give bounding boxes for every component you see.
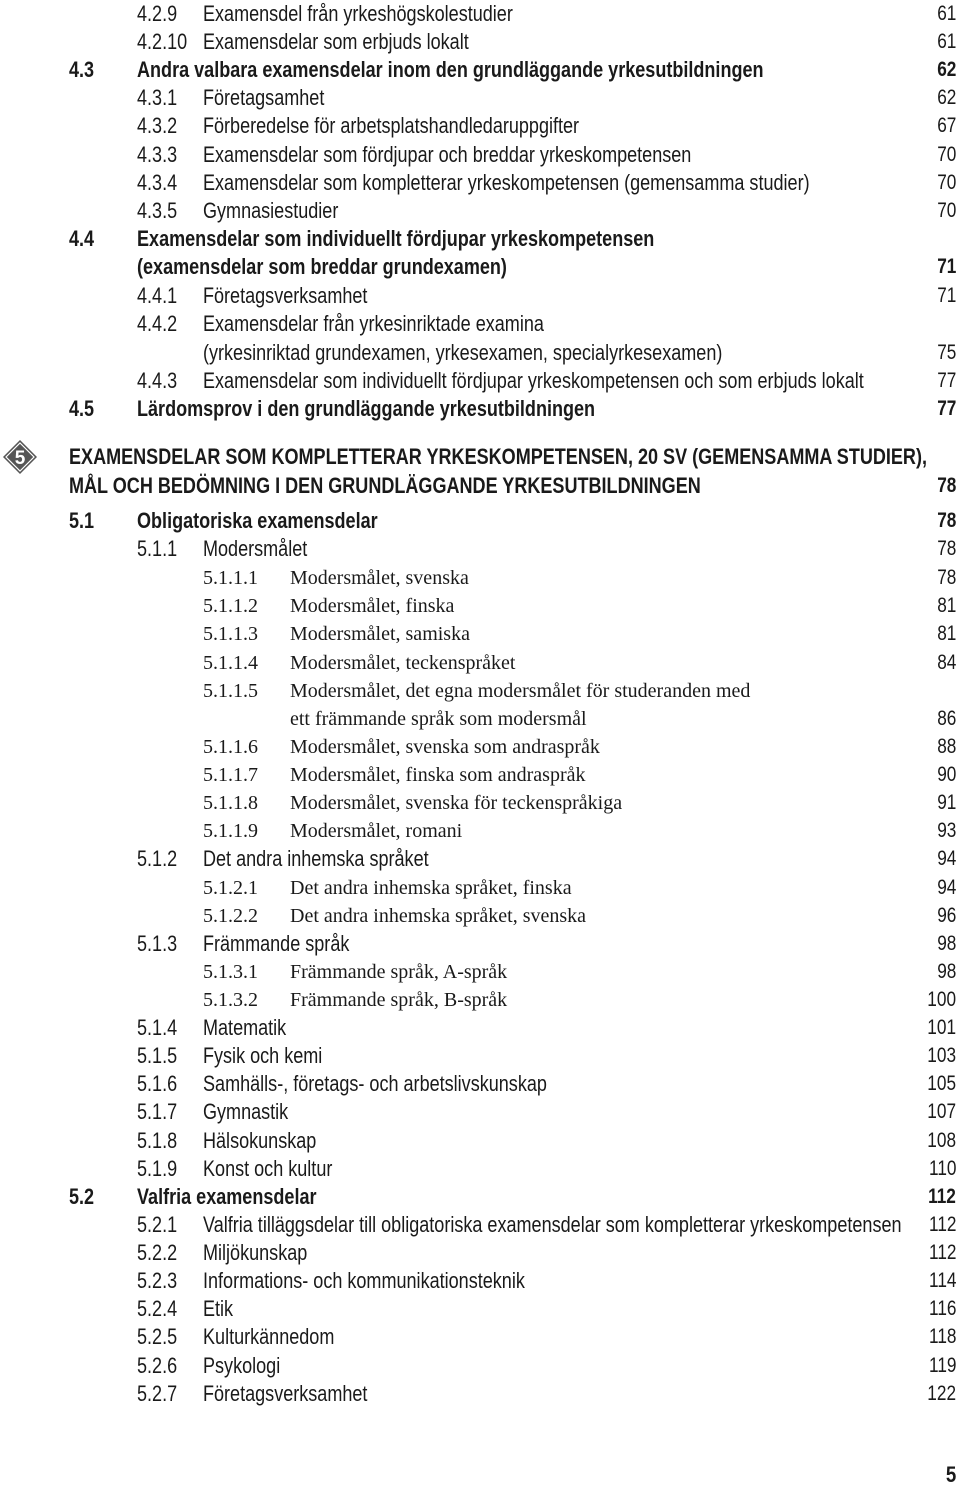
toc-entry-title[interactable]: Det andra inhemska språket, finska bbox=[290, 877, 572, 899]
toc-entry-number: 4.2.9 bbox=[137, 1, 178, 26]
toc-entry-page-number: 70 bbox=[936, 143, 956, 166]
toc-entry-title[interactable]: EXAMENSDELAR SOM KOMPLETTERAR YRKESKOMPETENSEN, 20 SV (GEMENSAMMA STUDIER), bbox=[69, 444, 927, 469]
toc-entry-page-number: 88 bbox=[936, 735, 956, 758]
toc-entry-number: 5.1.1 bbox=[137, 536, 178, 561]
toc-entry-title[interactable]: Företagsamhet bbox=[203, 85, 325, 110]
toc-entry-title[interactable]: Examensdelar från yrkesinriktade examina bbox=[203, 311, 544, 336]
toc-entry-page-number: 108 bbox=[927, 1129, 956, 1152]
toc-entry-page-number: 110 bbox=[928, 1157, 956, 1180]
toc-entry-title[interactable]: Examensdel från yrkeshögskolestudier bbox=[203, 1, 513, 26]
toc-entry-page-number: 122 bbox=[927, 1382, 956, 1405]
toc-entry-title[interactable]: Matematik bbox=[203, 1015, 287, 1040]
toc-entry-page-number: 78 bbox=[936, 566, 956, 589]
toc-entry-title[interactable]: Modersmålet, finska bbox=[290, 595, 455, 617]
toc-entry-title[interactable]: Fysik och kemi bbox=[203, 1043, 323, 1068]
toc-entry-page-number: 78 bbox=[936, 537, 956, 560]
toc-entry-number: 5.1.1.5 bbox=[203, 680, 258, 702]
toc-entry-title[interactable]: Obligatoriska examensdelar bbox=[137, 508, 378, 533]
toc-entry-number: 4.4.3 bbox=[137, 368, 178, 393]
toc-entry-page-number: 78 bbox=[936, 509, 956, 532]
page-number: 5 bbox=[945, 1462, 956, 1487]
toc-entry-title[interactable]: Företagsverksamhet bbox=[203, 1381, 368, 1406]
toc-entry-number: 5.2.3 bbox=[137, 1268, 178, 1293]
toc-entry-title[interactable]: Gymnastik bbox=[203, 1099, 289, 1124]
toc-entry-number: 5.1.1.2 bbox=[203, 595, 258, 617]
chapter-5-badge-icon bbox=[2, 439, 38, 475]
toc-entry-page-number: 112 bbox=[928, 1185, 956, 1208]
toc-entry-number: 5.2.2 bbox=[137, 1240, 178, 1265]
toc-entry-page-number: 94 bbox=[936, 876, 956, 899]
toc-entry-page-number: 70 bbox=[936, 199, 956, 222]
toc-entry-number: 5.1 bbox=[69, 508, 95, 533]
toc-entry-number: 5.2.6 bbox=[137, 1353, 178, 1378]
toc-entry-title[interactable]: Kulturkännedom bbox=[203, 1324, 335, 1349]
toc-entry-page-number: 75 bbox=[936, 341, 956, 364]
toc-entry-page-number: 112 bbox=[928, 1241, 956, 1264]
toc-entry-number: 5.2.5 bbox=[137, 1324, 178, 1349]
toc-entry-number: 4.4.1 bbox=[137, 283, 178, 308]
toc-entry-title-continued[interactable]: (examensdelar som breddar grundexamen) bbox=[137, 254, 507, 279]
toc-entry-page-number: 101 bbox=[927, 1016, 956, 1039]
toc-entry-page-number: 119 bbox=[928, 1354, 956, 1377]
toc-entry-number: 5.1.7 bbox=[137, 1099, 178, 1124]
toc-entry-title[interactable]: Modersmålet bbox=[203, 536, 308, 561]
toc-entry-title[interactable]: Modersmålet, det egna modersmålet för studeranden med bbox=[290, 680, 751, 702]
toc-entry-number: 4.4 bbox=[69, 226, 95, 251]
toc-entry-number: 5.1.2.1 bbox=[203, 877, 258, 899]
toc-entry-title[interactable]: Företagsverksamhet bbox=[203, 283, 368, 308]
toc-entry-number: 5.1.3.2 bbox=[203, 989, 258, 1011]
toc-entry-number: 5.1.1.9 bbox=[203, 820, 258, 842]
toc-entry-number: 4.3 bbox=[69, 57, 95, 82]
toc-entry-number: 5.1.3 bbox=[137, 931, 178, 956]
toc-entry-number: 4.3.3 bbox=[137, 142, 178, 167]
toc-entry-title[interactable]: Förberedelse för arbetsplatshandledaruppgifter bbox=[203, 113, 580, 138]
toc-entry-title[interactable]: Konst och kultur bbox=[203, 1156, 333, 1181]
toc-entry-page-number: 91 bbox=[936, 791, 956, 814]
toc-entry-number: 5.1.1.7 bbox=[203, 764, 258, 786]
toc-entry-title[interactable]: Examensdelar som individuellt fördjupar yrkeskompetensen bbox=[137, 226, 655, 251]
toc-entry-page-number: 84 bbox=[936, 651, 956, 674]
toc-entry-title[interactable]: Valfria examensdelar bbox=[137, 1184, 317, 1209]
toc-entry-title-continued[interactable]: (yrkesinriktad grundexamen, yrkesexamen, specialyrkesexamen) bbox=[203, 340, 723, 365]
toc-entry-title[interactable]: Modersmålet, romani bbox=[290, 820, 463, 842]
toc-entry-page-number: 70 bbox=[936, 171, 956, 194]
toc-entry-title[interactable]: Modersmålet, svenska som andraspråk bbox=[290, 736, 600, 758]
toc-entry-page-number: 105 bbox=[927, 1072, 956, 1095]
toc-entry-number: 5.2 bbox=[69, 1184, 95, 1209]
toc-entry-page-number: 78 bbox=[936, 474, 956, 497]
toc-entry-title-continued[interactable]: MÅL OCH BEDÖMNING I DEN GRUNDLÄGGANDE YRKESUTBILDNINGEN bbox=[69, 473, 701, 498]
toc-entry-title[interactable]: Gymnasiestudier bbox=[203, 198, 339, 223]
toc-entry-page-number: 116 bbox=[928, 1297, 956, 1320]
toc-entry-page-number: 62 bbox=[936, 58, 956, 81]
toc-entry-title[interactable]: Samhälls-, företags- och arbetslivskunskap bbox=[203, 1071, 547, 1096]
toc-entry-title[interactable]: Hälsokunskap bbox=[203, 1128, 317, 1153]
toc-entry-number: 5.1.1.1 bbox=[203, 567, 258, 589]
toc-entry-title[interactable]: Examensdelar som erbjuds lokalt bbox=[203, 29, 469, 54]
toc-entry-page-number: 94 bbox=[936, 847, 956, 870]
toc-entry-number: 5.1.1.6 bbox=[203, 736, 258, 758]
toc-entry-page-number: 103 bbox=[927, 1044, 956, 1067]
toc-entry-number: 5.2.1 bbox=[137, 1212, 178, 1237]
toc-entry-page-number: 90 bbox=[936, 763, 956, 786]
toc-entry-page-number: 61 bbox=[936, 2, 956, 25]
toc-entry-title[interactable]: Examensdelar som kompletterar yrkeskompetensen (gemensamma studier) bbox=[203, 170, 810, 195]
toc-entry-title[interactable]: Främmande språk, B-språk bbox=[290, 989, 508, 1011]
toc-entry-title[interactable]: Modersmålet, svenska för teckenspråkiga bbox=[290, 792, 623, 814]
toc-entry-number: 5.1.1.8 bbox=[203, 792, 258, 814]
toc-entry-number: 5.1.8 bbox=[137, 1128, 178, 1153]
toc-entry-title[interactable]: Examensdelar som fördjupar och breddar yrkeskompetensen bbox=[203, 142, 692, 167]
toc-entry-number: 5.1.1.4 bbox=[203, 652, 258, 674]
toc-entry-page-number: 62 bbox=[936, 86, 956, 109]
toc-entry-page-number: 98 bbox=[936, 932, 956, 955]
toc-entry-title-continued[interactable]: ett främmande språk som modersmål bbox=[290, 708, 587, 730]
toc-entry-page-number: 107 bbox=[927, 1100, 956, 1123]
toc-entry-number: 4.4.2 bbox=[137, 311, 178, 336]
toc-entry-page-number: 114 bbox=[928, 1269, 956, 1292]
toc-entry-title[interactable]: Examensdelar som individuellt fördjupar yrkeskompetensen och som erbjuds lokalt bbox=[203, 368, 864, 393]
toc-entry-page-number: 98 bbox=[936, 960, 956, 983]
toc-entry-page-number: 81 bbox=[936, 594, 956, 617]
toc-entry-number: 5.1.3.1 bbox=[203, 961, 258, 983]
toc-entry-title[interactable]: Främmande språk, A-språk bbox=[290, 961, 508, 983]
toc-entry-page-number: 118 bbox=[928, 1325, 956, 1348]
toc-entry-number: 4.3.5 bbox=[137, 198, 178, 223]
toc-entry-title[interactable]: Etik bbox=[203, 1296, 234, 1321]
toc-entry-title[interactable]: Informations- och kommunikationsteknik bbox=[203, 1268, 525, 1293]
toc-entry-title[interactable]: Modersmålet, teckenspråket bbox=[290, 652, 516, 674]
toc-entry-page-number: 112 bbox=[928, 1213, 956, 1236]
toc-entry-number: 5.1.4 bbox=[137, 1015, 178, 1040]
toc-entry-number: 4.2.10 bbox=[137, 29, 188, 54]
chapter-badge-label: 5 bbox=[14, 448, 26, 469]
toc-entry-page-number: 86 bbox=[936, 707, 956, 730]
toc-entry-number: 4.5 bbox=[69, 396, 95, 421]
toc-entry-page-number: 93 bbox=[936, 819, 956, 842]
toc-entry-page-number: 77 bbox=[936, 397, 956, 420]
toc-entry-title[interactable]: Valfria tilläggsdelar till obligatoriska examensdelar som kompletterar yrkeskompetensen bbox=[203, 1212, 902, 1237]
toc-entry-title[interactable]: Miljökunskap bbox=[203, 1240, 308, 1265]
toc-entry-title[interactable]: Modersmålet, finska som andraspråk bbox=[290, 764, 586, 786]
toc-entry-number: 4.3.2 bbox=[137, 113, 178, 138]
toc-entry-number: 5.1.2 bbox=[137, 846, 178, 871]
toc-entry-page-number: 67 bbox=[936, 114, 956, 137]
toc-entry-number: 5.1.2.2 bbox=[203, 905, 258, 927]
toc-entry-number: 5.1.5 bbox=[137, 1043, 178, 1068]
toc-entry-number: 5.1.1.3 bbox=[203, 623, 258, 645]
toc-entry-title[interactable]: Modersmålet, svenska bbox=[290, 567, 469, 589]
toc-entry-page-number: 81 bbox=[936, 622, 956, 645]
toc-entry-number: 5.2.4 bbox=[137, 1296, 178, 1321]
toc-entry-number: 4.3.1 bbox=[137, 85, 178, 110]
toc-entry-title[interactable]: Psykologi bbox=[203, 1353, 281, 1378]
toc-entry-title[interactable]: Det andra inhemska språket bbox=[203, 846, 429, 871]
toc-entry-title[interactable]: Andra valbara examensdelar inom den grundläggande yrkesutbildningen bbox=[137, 57, 764, 82]
toc-entry-title[interactable]: Modersmålet, samiska bbox=[290, 623, 470, 645]
toc-entry-number: 5.1.9 bbox=[137, 1156, 178, 1181]
toc-entry-number: 4.3.4 bbox=[137, 170, 178, 195]
toc-entry-page-number: 71 bbox=[936, 255, 956, 278]
toc-entry-page-number: 71 bbox=[936, 284, 956, 307]
toc-entry-page-number: 61 bbox=[936, 30, 956, 53]
toc-entry-page-number: 100 bbox=[927, 988, 956, 1011]
toc-entry-number: 5.2.7 bbox=[137, 1381, 178, 1406]
toc-entry-page-number: 96 bbox=[936, 904, 956, 927]
toc-entry-title[interactable]: Lärdomsprov i den grundläggande yrkesutbildningen bbox=[137, 396, 596, 421]
toc-entry-title[interactable]: Främmande språk bbox=[203, 931, 350, 956]
toc-entry-title[interactable]: Det andra inhemska språket, svenska bbox=[290, 905, 587, 927]
toc-entry-number: 5.1.6 bbox=[137, 1071, 178, 1096]
toc-entry-page-number: 77 bbox=[936, 369, 956, 392]
